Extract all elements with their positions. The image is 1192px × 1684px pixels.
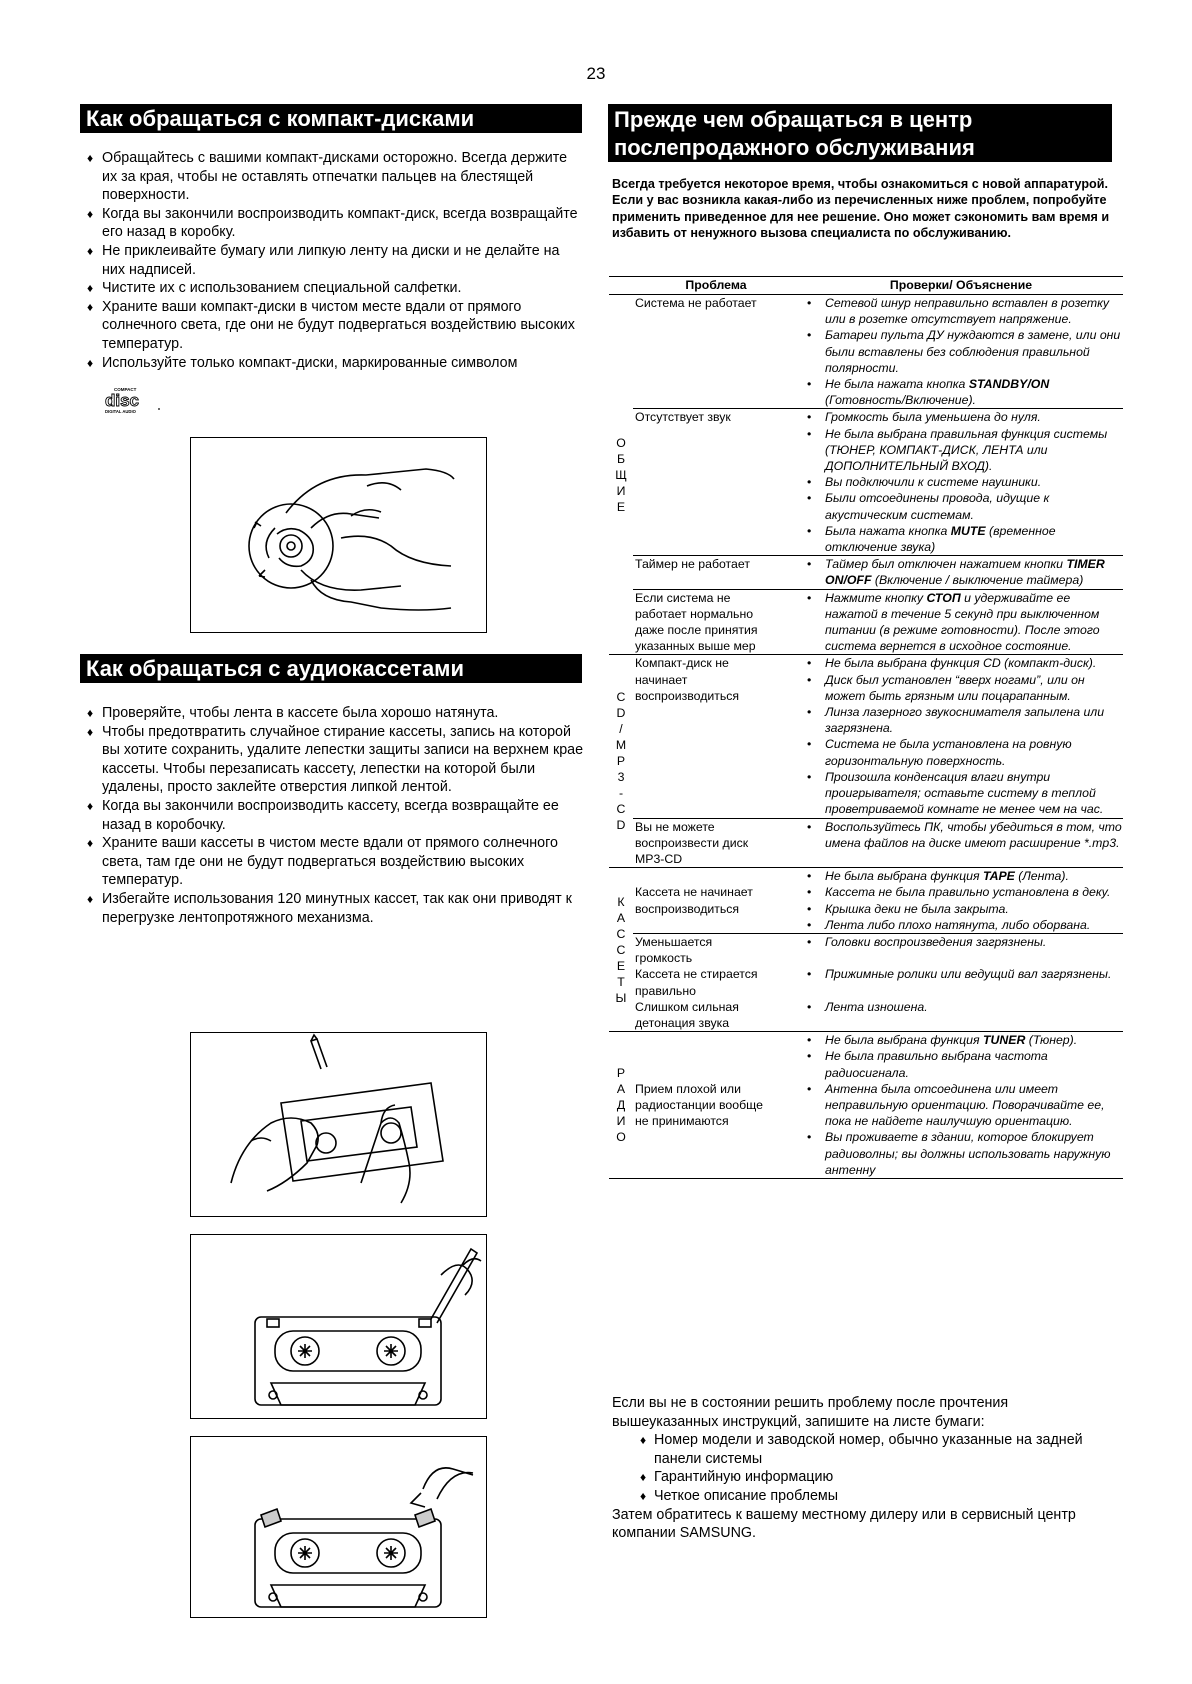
category-radio: Р А Д И О — [609, 1032, 633, 1179]
check-cell: • Таймер был отключен нажатием кнопки TIMER ON/OFF (Включение / выключение таймера) — [799, 556, 1123, 589]
check-cell: • Воспользуйтесь ПК, чтобы убедиться в том, что имена файлов на диске имеют расширение *.mp3. — [799, 818, 1123, 868]
check-cell: • Лента изношена. — [799, 999, 1123, 1032]
list-item: ♦ Избегайте использования 120 минутных кассет, так как они приводят к перегрузке лентопротяжного механизма. — [86, 890, 586, 927]
check-cell: • Сетевой шнур неправильно вставлен в розетку или в розетке отсутствует напряжение. • Батареи пульта ДУ нуждаются в замене, или они были вставлены без соблюдения правильной полярности. • Не была нажата кнопка STANDBY/ON (Готовность/Включение). — [799, 295, 1123, 409]
check-cell: • Громкость была уменьшена до нуля. • Не была выбрана правильная функция системы (ТЮНЕР, КОМПАКТ-ДИСК, ЛЕНТА или ДОПОЛНИТЕЛЬНЫЙ ВХОД). • Вы подключили к системе наушники. • Были отсоединены провода, идущие к акустическим системам. • Была нажата кнопка MUTE (временное отключение звука) — [799, 409, 1123, 556]
check-cell: • Не была выбрана функция CD (компакт-диск). • Диск был установлен “вверх ногами”, или он может быть грязным или поцарапанным. • Линза лазерного звукоснимателя запылена или загрязнена. • Система не была установлена на ровную горизонтальную поверхность. • Произошла конденсация влаги внутри проигрывателя; оставьте систему в теплой проветриваемой комнате не менее чем на час. — [799, 655, 1123, 818]
logo-disc-text: disc — [105, 391, 140, 410]
table-row — [609, 655, 1123, 818]
list-item: ♦ Храните ваши компакт-диски в чистом месте вдали от прямого солнечного света, где они не будут подвергаться воздействию высоких температур. — [86, 298, 586, 354]
header-problem: Проблема — [633, 277, 799, 295]
tape-tab-removal-illustration — [190, 1234, 487, 1419]
list-item: ♦ Не приклеивайте бумагу или липкую ленту на диски и не делайте на них надписей. — [86, 242, 586, 279]
cassette-tape-cover-drawing — [191, 1437, 485, 1616]
check-cell: • Прижимные ролики или ведущий вал загрязнены. — [799, 966, 1123, 998]
list-item: ♦ Чистите их с использованием специальной салфетки. — [86, 279, 586, 298]
cd-cleaning-illustration — [190, 437, 487, 633]
check-cell: • Нажмите кнопку СТОП и удерживайте ее нажатой в течение 5 секунд при выключенном питании (в режиме готовности). После этого система вернется в исходное состояние. — [799, 589, 1123, 655]
cd-handling-list — [86, 149, 586, 372]
problem-cell: Отсутствует звук — [633, 409, 799, 556]
table-row — [609, 589, 1123, 655]
table-row — [609, 556, 1123, 589]
table-row — [609, 1032, 1123, 1179]
cassette-screwdriver-drawing — [191, 1235, 485, 1417]
table-corner — [609, 277, 633, 295]
tape-handling-list — [86, 704, 586, 927]
problem-cell: Таймер не работает — [633, 556, 799, 589]
problem-cell: Слишком сильная детонация звука — [633, 999, 799, 1032]
tape-handling-title: Как обращаться с аудиокассетами — [86, 656, 464, 681]
tape-pencil-drawing — [191, 1033, 485, 1215]
list-item: ♦ Когда вы закончили воспроизводить компакт-диск, всегда возвращайте его назад в коробку. — [86, 205, 586, 242]
list-item: ♦ Номер модели и заводской номер, обычно указанные на задней панели системы — [640, 1431, 1112, 1468]
table-row — [609, 966, 1123, 998]
troubleshooting-table — [609, 276, 1123, 1179]
category-tape: К А С С Е Т Ы — [609, 868, 633, 1032]
table-row — [609, 999, 1123, 1032]
tape-handling-heading — [80, 654, 582, 683]
problem-cell: Компакт-диск не начинает воспроизводиться — [633, 655, 799, 818]
problem-cell: Кассета не начинает воспроизводиться — [633, 868, 799, 934]
service-title-line2: послепродажного обслуживания — [614, 135, 975, 160]
category-cd: C D / М Р 3 - C D — [609, 655, 633, 868]
service-title-line1: Прежде чем обращаться в центр — [614, 107, 973, 132]
check-cell: • Головки воспроизведения загрязнены. — [799, 933, 1123, 966]
cd-wipe-drawing — [191, 438, 485, 631]
tape-tension-illustration — [190, 1032, 487, 1217]
compact-disc-logo — [104, 385, 164, 415]
list-item: ♦ Когда вы закончили воспроизводить кассету, всегда возвращайте ее назад в коробочку. — [86, 797, 586, 834]
header-check: Проверки/ Объяснение — [799, 277, 1123, 295]
outro-contact: Затем обратитесь к вашему местному дилеру или в сервисный центр компании SAMSUNG. — [612, 1506, 1076, 1542]
problem-cell: Кассета не стирается правильно — [635, 967, 758, 998]
table-row — [609, 409, 1123, 556]
cd-handling-heading — [80, 104, 582, 133]
list-item: ♦ Четкое описание проблемы — [640, 1487, 1112, 1506]
problem-cell: Вы не можете воспроизвести диск MP3-CD — [633, 818, 799, 868]
check-cell: • Не была выбрана функция TUNER (Тюнер). • Не была правильно выбрана частота радиосигнала. • Антенна была отсоединена или имеет неправильную ориентацию. Поворачивайте ее, пока не найдете наилучшую ориентацию. • Вы проживаете в здании, которое блокирует радиоволны; вы должны использовать наружную антенну — [799, 1032, 1123, 1179]
list-item: ♦ Обращайтесь с вашими компакт-дисками осторожно. Всегда держите их за края, чтобы не оставлять отпечатки пальцев на блестящей поверхности. — [86, 149, 586, 205]
problem-cell: Если система не работает нормально даже после принятия указанных выше мер — [633, 589, 799, 655]
outro-paragraph: Если вы не в состоянии решить проблему после прочтения вышеуказанных инструкций, запишите на листе бумаги: — [612, 1395, 1009, 1430]
service-outro — [612, 1394, 1112, 1543]
service-intro: Всегда требуется некоторое время, чтобы ознакомиться с новой аппаратурой. Если у вас возникла какая-либо из перечисленных ниже проблем, попробуйте применить приведенное для нее решение. Оно может сэкономить вам время и избавить от ненужного вызова специалиста по обслуживанию. — [612, 177, 1110, 241]
logo-digital-audio-text: DIGITAL AUDIO — [105, 409, 136, 414]
list-item: ♦ Проверяйте, чтобы лента в кассете была хорошо натянута. — [86, 704, 586, 723]
outro-list — [612, 1431, 1112, 1505]
table-row — [609, 933, 1123, 966]
list-item: ♦ Чтобы предотвратить случайное стирание кассеты, запись на которой вы хотите сохранить, удалите лепестки защиты записи на верхнем крае кассеты. Чтобы перезаписать кассету, лепестки на которой были удалены, просто заклейте отверстия липкой лентой. — [86, 723, 586, 797]
problem-cell: Система не работает — [633, 295, 799, 409]
list-item: ♦ Используйте только компакт-диски, маркированные символом — [86, 354, 586, 373]
cd-handling-title: Как обращаться с компакт-дисками — [86, 106, 475, 131]
service-heading — [608, 104, 1112, 162]
problem-cell: Прием плохой или радиостанции вообще не принимаются — [633, 1032, 799, 1179]
table-row — [609, 818, 1123, 868]
table-row — [609, 295, 1123, 409]
check-cell: • Не была выбрана функция TAPE (Лента). • Кассета не была правильно установлена в деку. • Крышка деки не была закрыта. • Лента либо плохо натянута, либо оборвана. — [799, 868, 1123, 934]
logo-compact-text: COMPACT — [114, 387, 137, 392]
category-general: О Б Щ И Е — [609, 295, 633, 655]
table-row — [609, 868, 1123, 934]
list-item: ♦ Храните ваши кассеты в чистом месте вдали от прямого солнечного света, там где они не будут подвергаться воздействию высоких температур. — [86, 834, 586, 890]
list-item: ♦ Гарантийную информацию — [640, 1468, 1112, 1487]
page-number: 23 — [586, 64, 606, 83]
problem-cell: Уменьшается громкость — [635, 934, 713, 966]
tape-tab-cover-illustration — [190, 1436, 487, 1618]
